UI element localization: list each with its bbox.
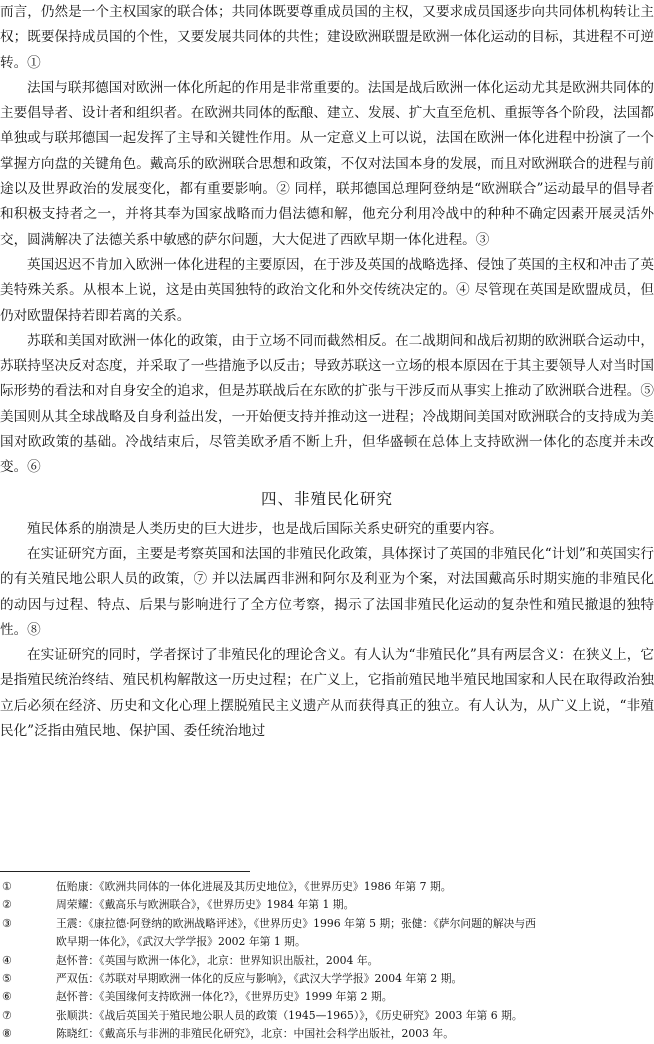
- footnote-text: 周荣耀：《戴高乐与欧洲联合》，《世界历史》1984 年第 1 期。: [56, 898, 355, 912]
- footnote-4: [0, 952, 654, 970]
- footnote-5: [0, 970, 654, 988]
- footnote-1: [0, 878, 654, 896]
- footnote-divider: [0, 871, 250, 872]
- footnote-text: 严双伍：《苏联对早期欧洲一体化的反应与影响》，《武汉大学学报》2004 年第 2 期。: [56, 972, 463, 986]
- footnote-6: [0, 988, 654, 1006]
- section-paragraph-1: 殖民体系的崩溃是人类历史的巨大进步，也是战后国际关系史研究的重要内容。: [27, 520, 503, 537]
- footnote-text: 陈晓红：《戴高乐与非洲的非殖民化研究》，北京：中国社会科学出版社，2003 年。: [56, 1027, 454, 1041]
- footnote-number: ⑥: [2, 990, 12, 1004]
- footnote-number: ⑧: [2, 1027, 12, 1041]
- footnotes: [0, 878, 654, 1044]
- section-paragraph-3: 在实证研究的同时，学者探讨了非殖民化的理论含义。有人认为“非殖民化”具有两层含义：在狭义上，它是指殖民统治终结、殖民机构解散这一历史过程；在广义上，它指前殖民地半殖民地国家和人民在取得政治独立后必须在经济、历史和文化心理上摆脱殖民主义遗产从而获得真正的独立。有人认为，从广义上说，“非殖民化”泛指由殖民地、保护国、委任统治地过: [0, 647, 654, 740]
- footnote-number: ⑤: [2, 972, 12, 986]
- footnote-text: 王震：《康拉德·阿登纳的欧洲战略评述》，《世界历史》1996 年第 5 期；张健：《萨尔问题的解决与西: [56, 916, 536, 930]
- footnote-text: 张顺洪：《战后英国关于殖民地公职人员的政策（1945—1965）》，《历史研究》2003 年第 6 期。: [56, 1008, 523, 1022]
- paragraph-2: 法国与联邦德国对欧洲一体化所起的作用是非常重要的。法国是战后欧洲一体化运动尤其是欧洲共同体的主要倡导者、设计者和组织者。在欧洲共同体的酝酿、建立、发展、扩大直至危机、重振等各个阶段，法国都单独或与联邦德国一起发挥了主导和关键性作用。从一定意义上可以说，法国在欧洲一体化进程中扮演了一个掌握方向盘的关键角色。戴高乐的欧洲联合思想和政策，不仅对法国本身的发展，而且对欧洲联合的进程与前途以及世界政治的发展变化，都有重要影响。② 同样，联邦德国总理阿登纳是“欧洲联合”运动最早的倡导者和积极支持者之一，并将其奉为国家战略而力倡法德和解，他充分利用冷战中的种种不确定因素开展灵活外交，圆满解决了法德关系中敏感的萨尔问题，大大促进了西欧早期一体化进程。③: [0, 79, 654, 248]
- footnote-number: ②: [2, 898, 12, 912]
- footnote-2: [0, 896, 654, 914]
- footnote-text: 赵怀普：《美国缘何支持欧洲一体化?》，《世界历史》1999 年第 2 期。: [56, 990, 393, 1004]
- footnote-text: 伍贻康：《欧洲共同体的一体化进展及其历史地位》，《世界历史》1986 年第 7 期。: [56, 880, 452, 893]
- footnote-number: ⑦: [2, 1008, 12, 1022]
- footnote-7: [0, 1007, 654, 1025]
- footnote-8: [0, 1025, 654, 1043]
- paragraph-3: 英国迟迟不肯加入欧洲一体化进程的主要原因，在于涉及英国的战略选择、侵蚀了英国的主权和冲击了英美特殊关系。从根本上说，这是由英国独特的政治文化和外交传统决定的。④ 尽管现在英国是欧盟成员，但仍对欧盟保持若即若离的关系。: [0, 256, 654, 324]
- footnote-3: [0, 915, 654, 952]
- section-paragraph-2: 在实证研究方面，主要是考察英国和法国的非殖民化政策，具体探讨了英国的非殖民化“计划”和英国实行的有关殖民地公职人员的政策，⑦ 并以法属西非洲和阿尔及利亚为个案，对法国戴高乐时期实施的非殖民化的动因与过程、特点、后果与影响进行了全方位考察，揭示了法国非殖民化运动的复杂性和殖民撤退的独特性。⑧: [0, 545, 654, 638]
- footnote-text-continued: 欧早期一体化》，《武汉大学学报》2002 年第 1 期。: [56, 935, 306, 949]
- footnote-number: ①: [2, 880, 12, 893]
- paragraph-1: 而言，仍然是一个主权国家的联合体；共同体既要尊重成员国的主权，又要求成员国逐步向共同体机构转让主权；既要保持成员国的个性，又要发展共同体的共性；建设欧洲联盟是欧洲一体化运动的目标，其进程不可逆转。①: [0, 4, 654, 71]
- section-heading: 四、非殖民化研究: [260, 489, 393, 508]
- footnote-number: ④: [2, 953, 12, 967]
- paragraph-4: 苏联和美国对欧洲一体化的政策，由于立场不同而截然相反。在二战期间和战后初期的欧洲联合运动中，苏联持坚决反对态度，并采取了一些措施予以反击；导致苏联这一立场的根本原因在于其主要领导人对当时国际形势的看法和对自身安全的追求，但是苏联战后在东欧的扩张与干涉反而从事实上推动了欧洲联合进程。⑤ 美国则从其全球战略及自身利益出发，一开始便支持并推动这一进程；冷战期间美国对欧洲联合的支持成为美国对欧政策的基础。冷战结束后，尽管美欧矛盾不断上升，但华盛顿在总体上支持欧洲一体化的态度并未改变。⑥: [0, 332, 654, 476]
- footnote-number: ③: [2, 916, 12, 930]
- footnote-text: 赵怀普：《英国与欧洲一体化》，北京：世界知识出版社，2004 年。: [56, 953, 379, 967]
